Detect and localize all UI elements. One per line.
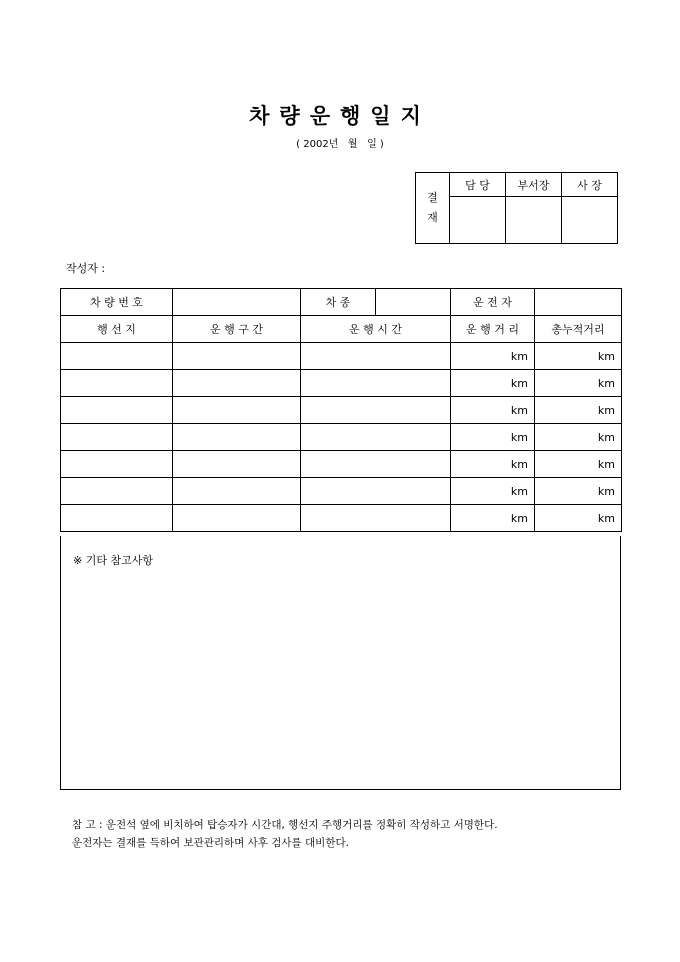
total-distance-cell[interactable]: km [535,397,622,424]
destination-cell[interactable] [61,451,173,478]
total-distance-cell[interactable]: km [535,424,622,451]
route-cell[interactable] [173,424,301,451]
time-cell[interactable] [301,397,451,424]
distance-cell[interactable]: km [451,478,535,505]
col-time: 운 행 시 간 [301,316,451,343]
approval-sign-president[interactable] [562,197,618,244]
col-distance: 운 행 거 리 [451,316,535,343]
time-cell[interactable] [301,478,451,505]
destination-cell[interactable] [61,343,173,370]
col-route: 운 행 구 간 [173,316,301,343]
table-row [61,451,622,478]
driver-label: 운 전 자 [451,289,535,316]
total-distance-cell[interactable]: km [535,478,622,505]
total-distance-cell[interactable]: km [535,505,622,532]
memo-label: ※ 기타 참고사항 [73,554,153,567]
vehicle-type-label: 차 종 [301,289,376,316]
time-cell[interactable] [301,343,451,370]
vehicle-number-field[interactable] [173,289,301,316]
distance-cell[interactable]: km [451,397,535,424]
approval-box [415,172,618,244]
approval-sign-manager[interactable] [450,197,506,244]
driver-field[interactable] [535,289,622,316]
table-row [61,478,622,505]
destination-cell[interactable] [61,505,173,532]
table-row [61,343,622,370]
vehicle-number-label: 차 량 번 호 [61,289,173,316]
destination-cell[interactable] [61,478,173,505]
table-row [61,505,622,532]
column-header-row [61,316,622,343]
time-cell[interactable] [301,424,451,451]
distance-cell[interactable]: km [451,451,535,478]
total-distance-cell[interactable]: km [535,370,622,397]
memo-box[interactable] [60,536,621,790]
document-date: ( 2002년 월 일 ) [296,139,384,150]
total-distance-cell[interactable]: km [535,451,622,478]
destination-cell[interactable] [61,424,173,451]
route-cell[interactable] [173,397,301,424]
reference-note-line-1: 참 고 : 운전석 옆에 비치하여 탑승자가 시간대, 행선지 주행거리를 정확히 작성하고 서명한다. [72,819,498,831]
approval-sign-dept-head[interactable] [506,197,562,244]
distance-cell[interactable]: km [451,505,535,532]
route-cell[interactable] [173,478,301,505]
route-cell[interactable] [173,451,301,478]
destination-cell[interactable] [61,370,173,397]
approval-header-dept-head: 부서장 [506,173,562,197]
total-distance-cell[interactable]: km [535,343,622,370]
distance-cell[interactable]: km [451,424,535,451]
vehicle-log-table [60,288,622,532]
distance-cell[interactable]: km [451,343,535,370]
time-cell[interactable] [301,370,451,397]
table-row [61,397,622,424]
distance-cell[interactable]: km [451,370,535,397]
info-row [61,289,622,316]
reference-note [72,816,498,852]
approval-header-manager: 담 당 [450,173,506,197]
reference-note-line-2: 운전자는 결재를 득하여 보관관리하며 사후 검사를 대비한다. [72,837,349,849]
route-cell[interactable] [173,343,301,370]
destination-cell[interactable] [61,397,173,424]
route-cell[interactable] [173,505,301,532]
col-destination: 행 선 지 [61,316,173,343]
approval-header-president: 사 장 [562,173,618,197]
table-row [61,370,622,397]
vehicle-type-field[interactable] [376,289,451,316]
document-title: 차량운행일지 [249,103,431,128]
col-total-distance: 총누적거리 [535,316,622,343]
writer-label: 작성자 : [66,262,106,275]
approval-side-label: 결 재 [416,173,450,244]
time-cell[interactable] [301,505,451,532]
table-row [61,424,622,451]
time-cell[interactable] [301,451,451,478]
route-cell[interactable] [173,370,301,397]
